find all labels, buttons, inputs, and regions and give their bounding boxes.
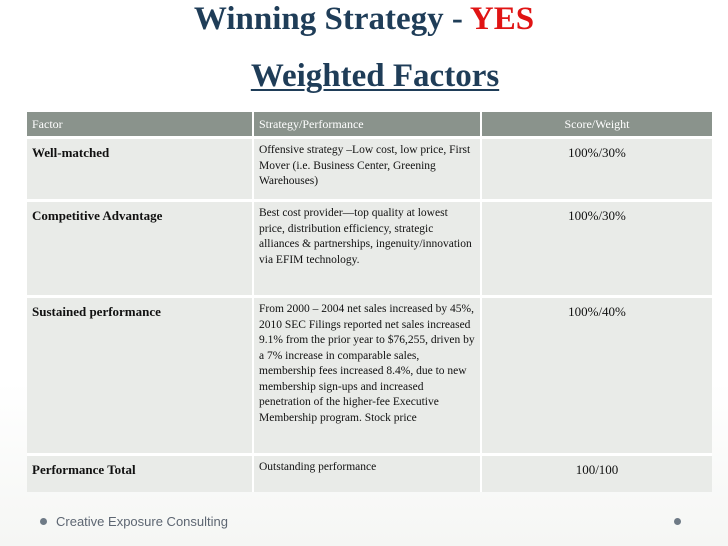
header-strategy: Strategy/Performance xyxy=(253,112,481,138)
table-row xyxy=(27,201,712,297)
slide-title xyxy=(0,0,728,38)
cell-strategy: Best cost provider—top quality at lowest price, distribution efficiency, strategic alliances & partnerships, ingenuity/innovation via EFIM technology. xyxy=(253,201,481,297)
slide-title-main: Winning Strategy - xyxy=(193,1,470,37)
footer xyxy=(40,514,228,529)
table-row xyxy=(27,455,712,492)
weighted-factors-table xyxy=(27,112,712,492)
cell-score: 100%/40% xyxy=(481,297,712,455)
cell-strategy: Outstanding performance xyxy=(253,455,481,492)
slide-subtitle xyxy=(0,57,728,95)
table-header-row xyxy=(27,112,712,138)
cell-factor: Sustained performance xyxy=(27,297,253,455)
header-factor: Factor xyxy=(27,112,253,138)
slide-subtitle-text: Weighted Factors xyxy=(250,58,500,94)
cell-strategy: Offensive strategy –Low cost, low price, First Mover (i.e. Business Center, Greening Warehouses) xyxy=(253,138,481,201)
slide-title-accent: YES xyxy=(469,1,535,37)
cell-strategy: From 2000 – 2004 net sales increased by 45%, 2010 SEC Filings reported net sales increased 9.1% from the prior year to $76,255, driven by a 7% increase in comparable sales, membership fees increased 8.4%, due to new membership sign-ups and increased penetration of the higher-fee Executive Membership program. Stock price xyxy=(253,297,481,455)
cell-score: 100%/30% xyxy=(481,138,712,201)
bullet-dot-icon xyxy=(674,518,681,525)
bullet-dot-icon xyxy=(40,518,47,525)
footer-text: Creative Exposure Consulting xyxy=(56,514,228,529)
header-score: Score/Weight xyxy=(481,112,712,138)
cell-score: 100%/30% xyxy=(481,201,712,297)
cell-score: 100/100 xyxy=(481,455,712,492)
table-row xyxy=(27,297,712,455)
cell-factor: Performance Total xyxy=(27,455,253,492)
cell-factor: Competitive Advantage xyxy=(27,201,253,297)
table-row xyxy=(27,138,712,201)
cell-factor: Well-matched xyxy=(27,138,253,201)
